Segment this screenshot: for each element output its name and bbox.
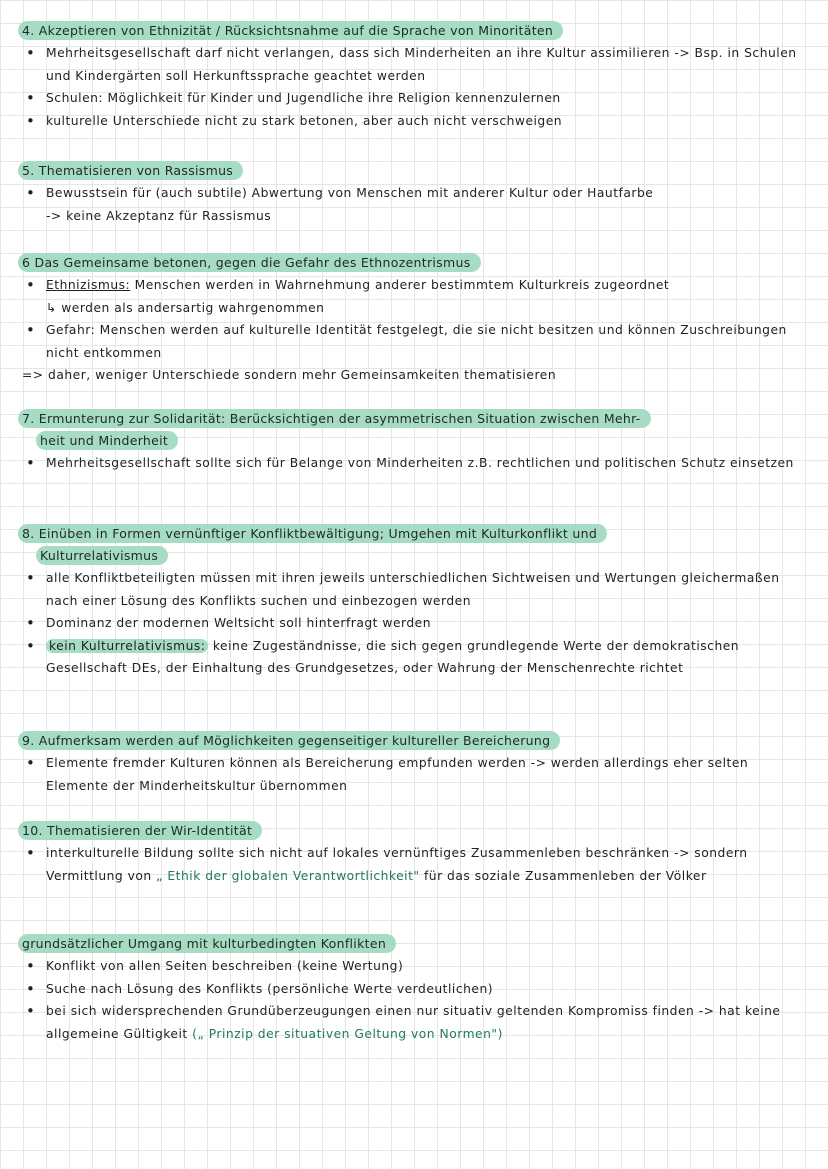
section-4-heading: 4. Akzeptieren von Ethnizität / Rücksichtsnahme auf die Sprache von Minoritäten — [18, 21, 563, 40]
list-item: • kulturelle Unterschiede nicht zu stark betonen, aber auch nicht verschweigen — [46, 110, 828, 133]
section-9-list — [0, 752, 828, 797]
section-conflicts-heading: grundsätzlicher Umgang mit kulturbedingten Konflikten — [18, 934, 396, 953]
item-text: interkulturelle Bildung sollte sich nicht auf lokales vernünftiges Zusammenleben beschränken -> sondern Vermittlung von — [46, 846, 748, 883]
section-conflicts — [0, 933, 828, 1045]
section-6-heading: 6 Das Gemeinsame betonen, gegen die Gefahr des Ethnozentrismus — [18, 253, 481, 272]
list-item — [46, 274, 828, 297]
section-9 — [0, 730, 828, 797]
list-item: • Dominanz der modernen Weltsicht soll hinterfragt werden — [46, 612, 828, 635]
section-8-heading-cont — [36, 545, 828, 565]
section-7-list — [0, 452, 828, 475]
section-7-heading — [18, 408, 828, 428]
section-5 — [0, 160, 828, 227]
section-10-heading: 10. Thematisieren der Wir-Identität — [18, 821, 262, 840]
section-8-heading — [18, 523, 828, 543]
list-item: ↳ werden als andersartig wahrgenommen — [46, 300, 325, 315]
section-conflicts-list — [0, 955, 828, 1045]
heading-line-2: heit und Minderheit — [36, 431, 178, 450]
list-item: • Bewusstsein für (auch subtile) Abwertung von Menschen mit anderer Kultur oder Hautfarbe — [46, 182, 828, 205]
heading-line-1: 7. Ermunterung zur Solidarität: Berücksichtigen der asymmetrischen Situation zwischen Mehr- — [18, 409, 651, 428]
quote-ethik: „ Ethik der globalen Verantwortlichkeit" — [156, 868, 420, 883]
term-ethnizismus: Ethnizismus: — [46, 278, 131, 292]
term-definition: keine Zugeständnisse, die sich gegen grundlegende Werte der demokratischen Gesellschaft DEs, der Einhaltung des Grundgesetzes, oder Wahrung der Menschenrechte richtet — [46, 638, 740, 675]
section-4 — [0, 20, 828, 132]
section-7 — [0, 408, 828, 475]
list-item: • Gefahr: Menschen werden auf kulturelle Identität festgelegt, die sie nicht besitzen und können Zuschreibungen nicht entkommen — [46, 319, 828, 364]
list-item: • Konflikt von allen Seiten beschreiben (keine Wertung) — [46, 955, 828, 978]
section-10 — [0, 820, 828, 887]
section-7-heading-cont — [36, 430, 828, 450]
list-item: • Suche nach Lösung des Konflikts (persönliche Werte verdeutlichen) — [46, 978, 828, 1001]
quote-prinzip: („ Prinzip der situativen Geltung von Normen") — [192, 1026, 503, 1041]
section-4-list — [0, 42, 828, 132]
section-6-list — [0, 274, 828, 364]
list-item: • alle Konfliktbeteiligten müssen mit ihren jeweils unterschiedlichen Sichtweisen und Wertungen gleichermaßen nach einer Lösung des Konflikts suchen und einbezogen werden — [46, 567, 828, 612]
section-5-list — [0, 182, 828, 227]
section-6 — [0, 252, 828, 387]
item-text-end: für das soziale Zusammenleben der Völker — [419, 868, 707, 883]
section-5-heading: 5. Thematisieren von Rassismus — [18, 161, 243, 180]
term-definition: Menschen werden in Wahrnehmung anderer bestimmtem Kulturkreis zugeordnet — [130, 278, 670, 292]
conclusion-line: => daher, weniger Unterschiede sondern mehr Gemeinsamkeiten thematisieren — [22, 368, 557, 382]
term-kulturrelativismus: kein Kulturrelativismus: — [46, 639, 208, 653]
list-item: • Schulen: Möglichkeit für Kinder und Jugendliche ihre Religion kennenzulernen — [46, 87, 828, 110]
section-8-list — [0, 567, 828, 680]
list-item — [46, 635, 828, 680]
list-item: -> keine Akzeptanz für Rassismus — [46, 208, 272, 223]
heading-line-1: 8. Einüben in Formen vernünftiger Konfliktbewältigung; Umgehen mit Kulturkonflikt und — [18, 524, 607, 543]
list-item: • Mehrheitsgesellschaft darf nicht verlangen, dass sich Minderheiten an ihre Kultur assimilieren -> Bsp. in Schulen und Kindergärten soll Herkunftssprache geachtet werden — [46, 42, 828, 87]
section-8 — [0, 523, 828, 680]
list-item — [46, 842, 828, 887]
heading-line-2: Kulturrelativismus — [36, 546, 168, 565]
section-10-list — [0, 842, 828, 887]
section-9-heading: 9. Aufmerksam werden auf Möglichkeiten gegenseitiger kultureller Bereicherung — [18, 731, 560, 750]
list-item — [46, 1000, 828, 1045]
list-item: • Elemente fremder Kulturen können als Bereicherung empfunden werden -> werden allerdings eher selten Elemente der Minderheitskultur übernommen — [46, 752, 828, 797]
list-item: • Mehrheitsgesellschaft sollte sich für Belange von Minderheiten z.B. rechtlichen und politischen Schutz einsetzen — [46, 452, 828, 475]
item-text: bei sich widersprechenden Grundüberzeugungen einen nur situativ geltenden Kompromiss finden -> hat keine allgemeine Gültigkeit — [46, 1004, 781, 1041]
